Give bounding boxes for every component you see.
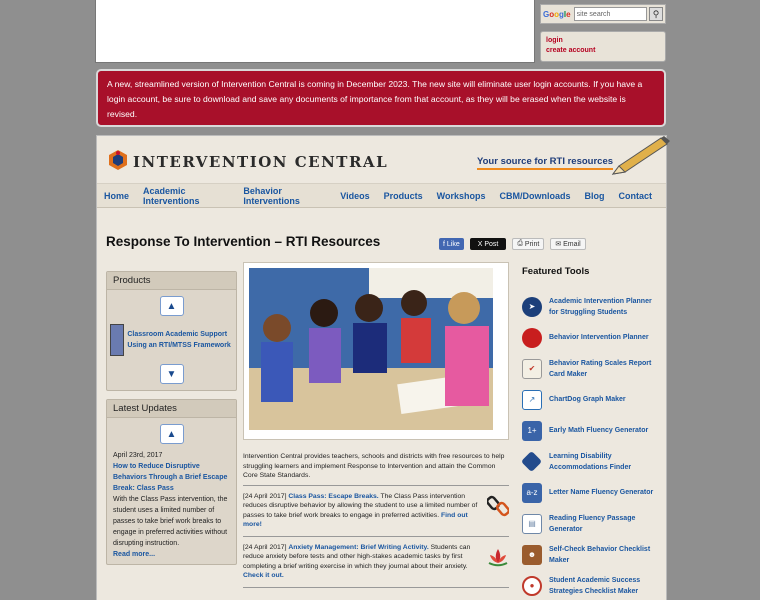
nav-videos[interactable]: Videos bbox=[340, 190, 370, 201]
news-date: [24 April 2017] bbox=[243, 543, 287, 551]
diamond-icon bbox=[521, 451, 542, 472]
product-item[interactable] bbox=[107, 322, 236, 358]
news-body: Students can reduce anxiety before tests and other high-stakes academic tasks by first completing a brief writing exercise in which they journal about their anxiety. bbox=[243, 543, 471, 570]
featured-tools bbox=[522, 266, 662, 600]
intro-text: Intervention Central provides teachers, schools and districts with free resources to help struggling learners and implement Response to Intervention and attain the Common Core State Standards. bbox=[243, 440, 509, 486]
news-more-link[interactable]: Find out more! bbox=[243, 511, 468, 528]
advertisement-area bbox=[95, 0, 535, 63]
envelope-icon: ✉ bbox=[555, 241, 564, 248]
letters-icon: a-z bbox=[522, 483, 542, 503]
latest-updates-panel bbox=[106, 399, 237, 565]
featured-tool[interactable] bbox=[522, 570, 662, 600]
featured-tool-link[interactable]: Learning Disability Accommodations Finder bbox=[549, 452, 632, 471]
product-link[interactable]: Classroom Academic Support Using an RTI/MTSS Framework bbox=[127, 331, 231, 349]
nav-academic-interventions[interactable]: Academic Interventions bbox=[143, 185, 200, 206]
pencil-icon bbox=[611, 136, 671, 176]
nav-contact[interactable]: Contact bbox=[618, 190, 652, 201]
featured-tool-link[interactable]: ChartDog Graph Maker bbox=[549, 396, 626, 403]
featured-tool-link[interactable]: Behavior Intervention Planner bbox=[549, 334, 649, 341]
x-post-button[interactable]: X Post bbox=[470, 238, 507, 250]
lotus-icon bbox=[487, 546, 509, 568]
broken-chain-icon bbox=[487, 495, 509, 517]
apple-icon bbox=[522, 328, 542, 348]
site-logo[interactable] bbox=[109, 150, 388, 174]
products-scroll-up-button[interactable] bbox=[160, 296, 184, 316]
news-title-link[interactable]: Anxiety Management: Brief Writing Activity. bbox=[288, 543, 429, 551]
search-button[interactable] bbox=[649, 7, 663, 21]
nav-workshops[interactable]: Workshops bbox=[436, 190, 486, 201]
chart-icon: ↗ bbox=[522, 390, 542, 410]
updates-scroll-up-button[interactable] bbox=[160, 424, 184, 444]
featured-tool-link[interactable]: Early Math Fluency Generator bbox=[549, 427, 649, 434]
featured-tool-link[interactable]: Academic Intervention Planner for Struggling Students bbox=[549, 297, 652, 316]
nav-home[interactable]: Home bbox=[104, 190, 130, 201]
featured-tool-link[interactable]: Reading Fluency Passage Generator bbox=[549, 514, 636, 533]
update-body: With the Class Pass intervention, the student uses a limited number of passes to take brief work breaks to engage in preferred activities without disrupting instruction. bbox=[113, 496, 228, 547]
site-tagline: Your source for RTI resources bbox=[477, 156, 613, 170]
account-box bbox=[540, 31, 666, 62]
news-body: The Class Pass intervention reduces disruptive behavior by allowing the student to use a limited number of passes to take brief work breaks to engage in preferred activities. bbox=[243, 492, 478, 519]
featured-tool-link[interactable]: Behavior Rating Scales Report Card Maker bbox=[549, 359, 652, 378]
products-panel bbox=[106, 271, 237, 391]
printer-icon: ⎙ bbox=[517, 240, 525, 247]
main-nav bbox=[97, 184, 666, 208]
featured-tool-link[interactable]: Letter Name Fluency Generator bbox=[549, 489, 654, 496]
left-sidebar bbox=[106, 271, 237, 573]
featured-tool[interactable] bbox=[522, 291, 662, 322]
read-more-link[interactable]: Read more... bbox=[113, 551, 156, 558]
target-icon: ● bbox=[522, 576, 542, 596]
logo-icon bbox=[109, 150, 127, 174]
search-icon: ⚲ bbox=[652, 8, 660, 19]
site-name: INTERVENTION CENTRAL bbox=[133, 153, 389, 171]
news-item bbox=[243, 486, 509, 537]
update-title-link[interactable]: How to Reduce Disruptive Behaviors Through a Brief Escape Break: Class Pass bbox=[113, 463, 228, 492]
featured-tool[interactable] bbox=[522, 539, 662, 570]
nav-products[interactable]: Products bbox=[383, 190, 423, 201]
nav-blog[interactable]: Blog bbox=[584, 190, 605, 201]
featured-tools-title: Featured Tools bbox=[522, 266, 590, 277]
update-date: April 23rd, 2017 bbox=[113, 452, 163, 459]
book-icon: ▤ bbox=[522, 514, 542, 534]
news-date: [24 April 2017] bbox=[243, 492, 287, 500]
social-share-bar bbox=[439, 238, 592, 250]
product-cover-image bbox=[110, 324, 124, 356]
print-button[interactable]: ⎙ Print bbox=[512, 238, 544, 250]
create-account-link[interactable]: create account bbox=[546, 47, 596, 54]
search-input[interactable]: site search bbox=[574, 7, 647, 21]
news-item bbox=[243, 537, 509, 588]
facebook-like-button[interactable]: f Like bbox=[439, 238, 464, 250]
update-item bbox=[107, 450, 236, 564]
person-icon: ☻ bbox=[522, 545, 542, 565]
featured-tool[interactable] bbox=[522, 508, 662, 539]
site-alert-banner: A new, streamlined version of Intervention Central is coming in December 2023. The new site will eliminate user login accounts. If you have a login account, be sure to download and save any documents of importance from that account, as they will be erased when the website is revised. bbox=[96, 69, 666, 127]
chevron-up-icon: ▲ bbox=[166, 428, 177, 440]
nav-behavior-interventions[interactable]: Behavior Interventions bbox=[243, 185, 300, 206]
featured-tool[interactable] bbox=[522, 477, 662, 508]
featured-tool-link[interactable]: Student Academic Success Strategies Checklist Maker bbox=[549, 576, 641, 595]
news-title-link[interactable]: Class Pass: Escape Breaks. bbox=[288, 492, 379, 500]
site-header bbox=[97, 136, 666, 184]
products-scroll-down-button[interactable] bbox=[160, 364, 184, 384]
featured-tool[interactable] bbox=[522, 322, 662, 353]
site-search bbox=[540, 4, 666, 24]
login-link[interactable]: login bbox=[546, 37, 563, 44]
main-page bbox=[96, 135, 667, 600]
featured-tool[interactable] bbox=[522, 415, 662, 446]
facebook-icon: f bbox=[443, 240, 447, 248]
compass-icon: ➤ bbox=[522, 297, 542, 317]
checklist-icon: ✔ bbox=[522, 359, 542, 379]
news-more-link[interactable]: Check it out. bbox=[243, 572, 284, 579]
nav-cbm-downloads[interactable]: CBM/Downloads bbox=[499, 190, 571, 201]
google-logo: Google bbox=[543, 9, 571, 19]
featured-tool-link[interactable]: Self-Check Behavior Checklist Maker bbox=[549, 545, 651, 564]
x-icon: X bbox=[477, 240, 485, 248]
math-icon: 1+ bbox=[522, 421, 542, 441]
featured-tool[interactable] bbox=[522, 384, 662, 415]
chevron-up-icon: ▲ bbox=[166, 300, 177, 312]
products-panel-title: Products bbox=[107, 272, 236, 290]
featured-tool[interactable] bbox=[522, 353, 662, 384]
center-content bbox=[243, 262, 509, 588]
featured-tool[interactable] bbox=[522, 446, 662, 477]
email-button[interactable]: ✉ Email bbox=[550, 238, 585, 250]
latest-updates-title: Latest Updates bbox=[107, 400, 236, 418]
classroom-photo bbox=[249, 268, 493, 430]
page-title: Response To Intervention – RTI Resources bbox=[106, 234, 381, 249]
hero-photo-frame bbox=[243, 262, 509, 440]
chevron-down-icon: ▼ bbox=[166, 368, 177, 380]
